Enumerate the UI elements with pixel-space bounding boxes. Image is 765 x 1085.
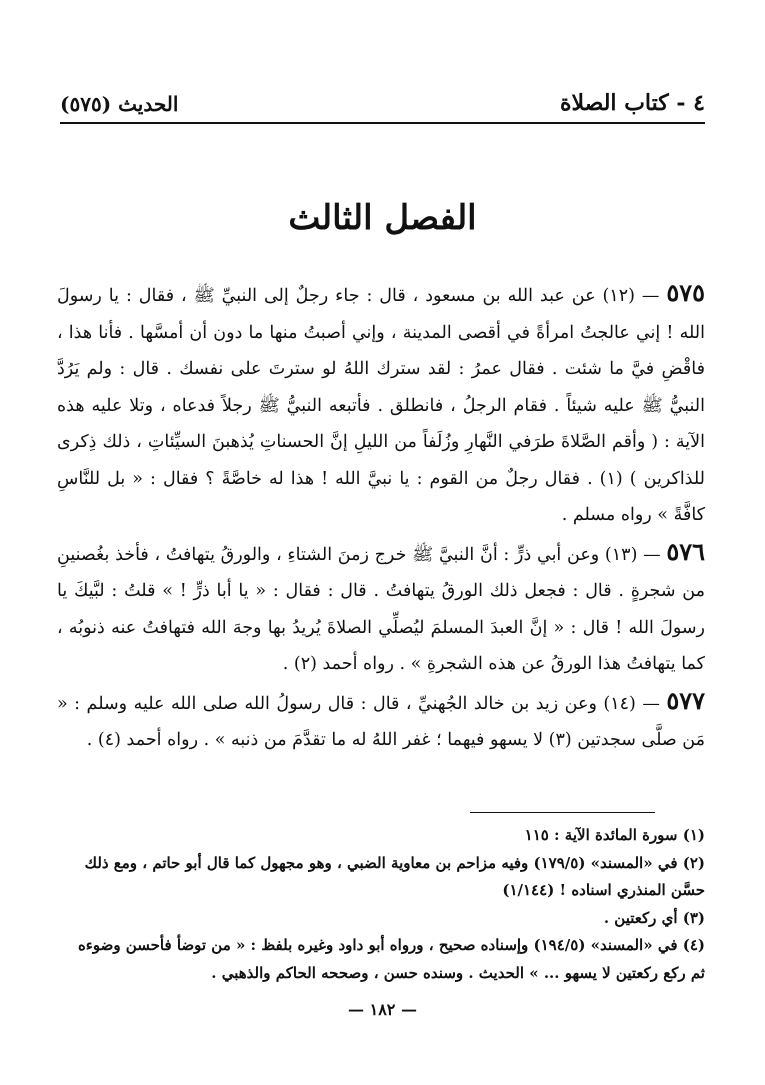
- hadith-number: ٥٧٦: [666, 536, 706, 566]
- hadith-576: [57, 534, 705, 683]
- page-number: — ١٨٢ —: [348, 1000, 417, 1019]
- footnote-2: (٢) في «المسند» (١٧٩/٥) وفيه مزاحم بن معاوية الضبي ، وهو مجهول كما قال أبو حاتم ، ومع ذلك حسَّن المنذري اسناده ! (١/١٤٤): [84, 853, 705, 899]
- hadith-text: — (١٢) عن عبد الله بن مسعود ، قال : جاء رجلٌ إلى النبيِّ ﷺ ، فقال : يا رسولَ الله ! إني عالجتُ امرأةً في أقصى المدينة ، وإني أصبتُ منها ما دون أن أمسَّها . فأنا هذا ، فاقْضِ فيَّ ما شئت . فقال عمرُ : لقد سترك اللهُ لو سترتَ على نفسك . قال : ولم يَرُدَّ النبيُّ ﷺ عليه شيئاً . فقام الرجلُ ، فانطلق . فأتبعه النبيُّ ﷺ رجلاً فدعاه ، وتلا عليه هذه الآية : ( وأقم الصَّلاةَ طرَفي النَّهارِ وزُلَفاً من الليلِ إنَّ الحسناتِ يُذهبنَ السيِّئاتِ ، ذلك ذِكرى للذاكرين ) (١) . فقال رجلٌ من القوم : يا نبيَّ الله ! هذا له خاصَّةً ؟ فقال : « بل للنَّاسِ كافَّةً » رواه مسلم .: [57, 286, 705, 525]
- footnotes: [60, 822, 705, 987]
- hadith-text: — (١٤) وعن زيد بن خالد الجُهنيِّ ، قال : قال رسولُ الله صلى الله عليه وسلم : « مَن صلَّى سجدتين (٣) لا يسهو فيهما ؛ غفر اللهُ له ما تقدَّمَ من ذنبه » . رواه أحمد (٤) .: [57, 693, 705, 750]
- hadith-reference: الحديث (٥٧٥): [60, 92, 179, 116]
- section-title: ٤ - كتاب الصلاة: [559, 90, 705, 116]
- footnote-4: (٤) في «المسند» (١٩٤/٥) وإسناده صحيح ، ورواه أبو داود وغيره بلفظ : « من توضأ فأحسن وضوءه ثم ركع ركعتين لا يسهو ... » الحديث . وسنده حسن ، وصححه الحاكم والذهبي .: [77, 936, 705, 982]
- hadith-number: ٥٧٥: [666, 278, 706, 307]
- hadith-575: [57, 275, 705, 534]
- running-header: [60, 82, 705, 124]
- hadith-577: [57, 683, 705, 759]
- chapter-title: الفصل الثالث: [288, 198, 477, 238]
- footnote-1: (١) سورة المائدة الآية : ١١٥: [524, 826, 705, 844]
- hadith-text: — (١٣) وعن أبي ذرٍّ : أنَّ النبيَّ ﷺ خرج زمنَ الشتاءِ ، والورقُ يتهافتُ ، فأخذ بغُصنينِ من شجرةٍ . قال : فجعل ذلك الورقُ يتهافتُ . قال : فقال : « يا أبا ذرٍّ ! » قلتُ : لبَّيكَ يا رسولَ الله ! قال : « إنَّ العبدَ المسلمَ ليُصلِّي الصلاةَ يُريدُ بها وجهَ الله فتهافتُ عنه ذنوبُه ، كما يتهافتُ هذا الورقُ عن هذه الشجرةِ » . رواه أحمد (٢) .: [57, 544, 705, 674]
- hadith-body: [57, 275, 705, 759]
- footnote-divider: [470, 812, 655, 813]
- hadith-number: ٥٧٧: [666, 685, 705, 715]
- footnote-3: (٣) أي ركعتين .: [603, 908, 705, 927]
